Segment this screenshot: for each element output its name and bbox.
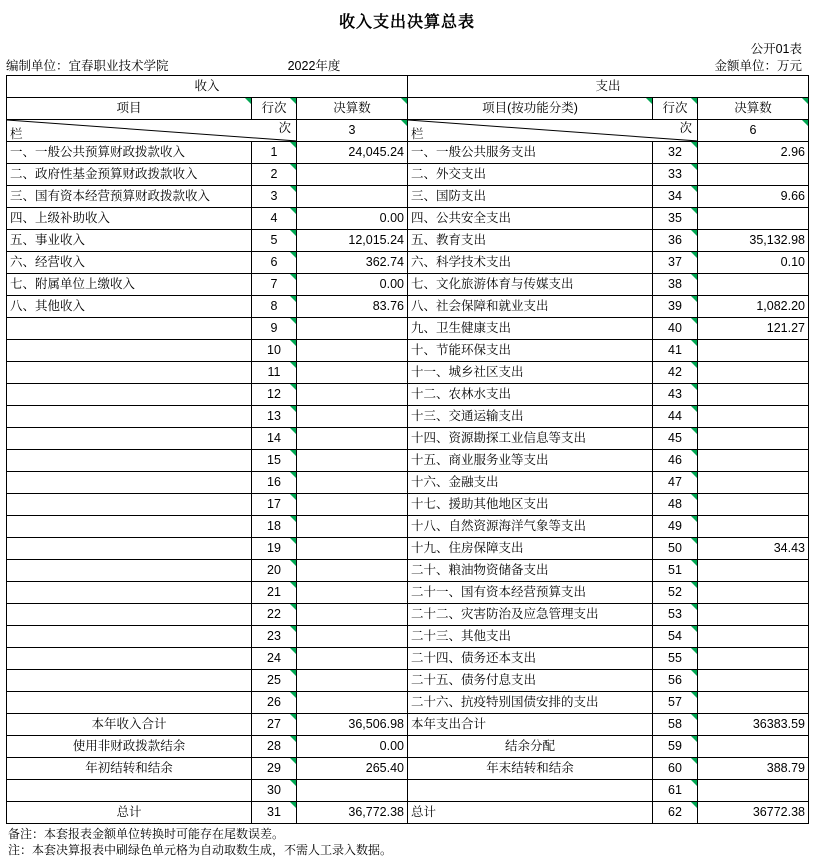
expense-item-cell: 二十二、灾害防治及应急管理支出 bbox=[408, 604, 653, 626]
expense-amount-cell bbox=[698, 428, 809, 450]
expense-amount-cell: 36772.38 bbox=[698, 802, 809, 824]
income-line-cell: 18 bbox=[252, 516, 297, 538]
income-amount-cell: 24,045.24 bbox=[297, 142, 408, 164]
income-line-cell: 21 bbox=[252, 582, 297, 604]
income-item-cell bbox=[7, 582, 252, 604]
col-expense-line: 行次 bbox=[653, 98, 698, 120]
expense-amount-cell: 35,132.98 bbox=[698, 230, 809, 252]
expense-item-cell: 九、卫生健康支出 bbox=[408, 318, 653, 340]
expense-item-cell: 七、文化旅游体育与传媒支出 bbox=[408, 274, 653, 296]
income-line-cell: 16 bbox=[252, 472, 297, 494]
expense-corner-cell bbox=[408, 120, 698, 142]
income-item-cell bbox=[7, 692, 252, 714]
page-title: 收入支出决算总表 bbox=[338, 14, 475, 31]
expense-line-cell: 58 bbox=[653, 714, 698, 736]
income-line-cell: 26 bbox=[252, 692, 297, 714]
income-amount-cell bbox=[297, 626, 408, 648]
diagonal-line-icon bbox=[408, 120, 697, 141]
income-amount-cell: 83.76 bbox=[297, 296, 408, 318]
corner-left-label: 栏 bbox=[10, 127, 23, 141]
expense-amount-cell bbox=[698, 648, 809, 670]
income-item-cell bbox=[7, 450, 252, 472]
income-line-cell: 2 bbox=[252, 164, 297, 186]
expense-line-cell: 54 bbox=[653, 626, 698, 648]
income-line-cell: 10 bbox=[252, 340, 297, 362]
expense-amount-cell bbox=[698, 516, 809, 538]
expense-line-cell: 57 bbox=[653, 692, 698, 714]
income-amount-cell bbox=[297, 516, 408, 538]
income-amount-cell bbox=[297, 186, 408, 208]
table-row bbox=[7, 384, 809, 406]
income-item-cell bbox=[7, 538, 252, 560]
group-header-income: 收入 bbox=[7, 76, 408, 98]
income-line-cell: 13 bbox=[252, 406, 297, 428]
expense-amount-cell bbox=[698, 604, 809, 626]
income-line-cell: 24 bbox=[252, 648, 297, 670]
table-row bbox=[7, 340, 809, 362]
expense-item-cell: 结余分配 bbox=[408, 736, 653, 758]
meta-row bbox=[6, 57, 808, 75]
expense-item-cell: 二十三、其他支出 bbox=[408, 626, 653, 648]
table-row bbox=[7, 472, 809, 494]
income-amount-cell: 0.00 bbox=[297, 736, 408, 758]
group-header-expense: 支出 bbox=[408, 76, 809, 98]
income-amount-cell: 0.00 bbox=[297, 208, 408, 230]
income-amount-cell: 265.40 bbox=[297, 758, 408, 780]
income-line-cell: 15 bbox=[252, 450, 297, 472]
col-expense-item: 项目(按功能分类) bbox=[408, 98, 653, 120]
income-item-cell: 本年收入合计 bbox=[7, 714, 252, 736]
group-header-row bbox=[7, 76, 809, 98]
expense-line-cell: 50 bbox=[653, 538, 698, 560]
income-amount-cell bbox=[297, 450, 408, 472]
expense-line-cell: 61 bbox=[653, 780, 698, 802]
income-line-cell: 25 bbox=[252, 670, 297, 692]
expense-item-cell: 二十一、国有资本经营预算支出 bbox=[408, 582, 653, 604]
table-row bbox=[7, 604, 809, 626]
col-income-amount: 决算数 bbox=[297, 98, 408, 120]
income-item-cell: 五、事业收入 bbox=[7, 230, 252, 252]
expense-amount-cell bbox=[698, 208, 809, 230]
expense-amount-cell: 0.10 bbox=[698, 252, 809, 274]
column-header-row bbox=[7, 98, 809, 120]
expense-item-cell: 十七、援助其他地区支出 bbox=[408, 494, 653, 516]
expense-amount-cell bbox=[698, 450, 809, 472]
expense-line-cell: 46 bbox=[653, 450, 698, 472]
expense-line-cell: 52 bbox=[653, 582, 698, 604]
table-row bbox=[7, 648, 809, 670]
income-line-cell: 1 bbox=[252, 142, 297, 164]
expense-amount-cell: 34.43 bbox=[698, 538, 809, 560]
income-amount-cell bbox=[297, 318, 408, 340]
expense-amount-cell bbox=[698, 494, 809, 516]
table-row bbox=[7, 164, 809, 186]
income-line-cell: 11 bbox=[252, 362, 297, 384]
expense-amount-cell: 121.27 bbox=[698, 318, 809, 340]
income-item-cell bbox=[7, 648, 252, 670]
expense-amount-cell bbox=[698, 626, 809, 648]
table-row bbox=[7, 406, 809, 428]
income-amount-cell: 0.00 bbox=[297, 274, 408, 296]
expense-line-cell: 36 bbox=[653, 230, 698, 252]
income-item-cell bbox=[7, 472, 252, 494]
expense-col-number: 6 bbox=[698, 120, 809, 142]
expense-item-cell: 十、节能环保支出 bbox=[408, 340, 653, 362]
income-line-cell: 5 bbox=[252, 230, 297, 252]
table-row bbox=[7, 714, 809, 736]
income-amount-cell: 36,506.98 bbox=[297, 714, 408, 736]
income-line-cell: 4 bbox=[252, 208, 297, 230]
expense-amount-cell bbox=[698, 670, 809, 692]
income-line-cell: 9 bbox=[252, 318, 297, 340]
income-item-cell bbox=[7, 560, 252, 582]
income-amount-cell bbox=[297, 780, 408, 802]
table-row bbox=[7, 208, 809, 230]
table-row bbox=[7, 494, 809, 516]
expense-amount-cell: 1,082.20 bbox=[698, 296, 809, 318]
table-body bbox=[7, 142, 809, 824]
income-item-cell: 使用非财政拨款结余 bbox=[7, 736, 252, 758]
expense-item-cell: 二十四、债务还本支出 bbox=[408, 648, 653, 670]
income-col-number: 3 bbox=[297, 120, 408, 142]
expense-line-cell: 48 bbox=[653, 494, 698, 516]
income-amount-cell bbox=[297, 384, 408, 406]
expense-item-cell: 二十五、债务付息支出 bbox=[408, 670, 653, 692]
table-row bbox=[7, 230, 809, 252]
expense-amount-cell bbox=[698, 736, 809, 758]
income-line-cell: 30 bbox=[252, 780, 297, 802]
expense-line-cell: 44 bbox=[653, 406, 698, 428]
income-amount-cell: 12,015.24 bbox=[297, 230, 408, 252]
expense-line-cell: 40 bbox=[653, 318, 698, 340]
income-item-cell bbox=[7, 626, 252, 648]
income-amount-cell: 362.74 bbox=[297, 252, 408, 274]
expense-amount-cell: 388.79 bbox=[698, 758, 809, 780]
income-amount-cell bbox=[297, 164, 408, 186]
income-line-cell: 6 bbox=[252, 252, 297, 274]
income-line-cell: 14 bbox=[252, 428, 297, 450]
income-amount-cell bbox=[297, 494, 408, 516]
expense-line-cell: 34 bbox=[653, 186, 698, 208]
table-row bbox=[7, 538, 809, 560]
income-line-cell: 3 bbox=[252, 186, 297, 208]
income-item-cell: 八、其他收入 bbox=[7, 296, 252, 318]
income-amount-cell: 36,772.38 bbox=[297, 802, 408, 824]
corner-header-row bbox=[7, 120, 809, 142]
income-item-cell bbox=[7, 428, 252, 450]
expense-line-cell: 41 bbox=[653, 340, 698, 362]
col-income-line: 行次 bbox=[252, 98, 297, 120]
expense-item-cell: 十九、住房保障支出 bbox=[408, 538, 653, 560]
expense-amount-cell bbox=[698, 274, 809, 296]
expense-amount-cell bbox=[698, 692, 809, 714]
expense-line-cell: 42 bbox=[653, 362, 698, 384]
expense-line-cell: 35 bbox=[653, 208, 698, 230]
table-row bbox=[7, 802, 809, 824]
expense-item-cell: 二十六、抗疫特别国债安排的支出 bbox=[408, 692, 653, 714]
income-line-cell: 31 bbox=[252, 802, 297, 824]
expense-line-cell: 37 bbox=[653, 252, 698, 274]
budget-table bbox=[6, 75, 809, 824]
expense-amount-cell bbox=[698, 384, 809, 406]
table-row bbox=[7, 758, 809, 780]
table-row bbox=[7, 516, 809, 538]
col-expense-amount: 决算数 bbox=[698, 98, 809, 120]
income-item-cell: 四、上级补助收入 bbox=[7, 208, 252, 230]
income-amount-cell bbox=[297, 648, 408, 670]
table-row bbox=[7, 626, 809, 648]
expense-item-cell: 二、外交支出 bbox=[408, 164, 653, 186]
table-row bbox=[7, 736, 809, 758]
expense-line-cell: 51 bbox=[653, 560, 698, 582]
expense-item-cell: 年末结转和结余 bbox=[408, 758, 653, 780]
table-row bbox=[7, 692, 809, 714]
expense-amount-cell bbox=[698, 560, 809, 582]
expense-amount-cell bbox=[698, 472, 809, 494]
expense-amount-cell bbox=[698, 340, 809, 362]
expense-item-cell: 十三、交通运输支出 bbox=[408, 406, 653, 428]
income-item-cell: 六、经营收入 bbox=[7, 252, 252, 274]
table-row bbox=[7, 296, 809, 318]
income-amount-cell bbox=[297, 538, 408, 560]
income-line-cell: 17 bbox=[252, 494, 297, 516]
income-line-cell: 23 bbox=[252, 626, 297, 648]
income-item-cell: 总计 bbox=[7, 802, 252, 824]
expense-item-cell: 五、教育支出 bbox=[408, 230, 653, 252]
expense-line-cell: 47 bbox=[653, 472, 698, 494]
income-amount-cell bbox=[297, 670, 408, 692]
note-1: 备注：本套报表金额单位转换时可能存在尾数误差。 bbox=[8, 827, 285, 841]
form-code-line bbox=[6, 41, 808, 57]
expense-line-cell: 45 bbox=[653, 428, 698, 450]
table-row bbox=[7, 318, 809, 340]
expense-item-cell: 四、公共安全支出 bbox=[408, 208, 653, 230]
income-line-cell: 29 bbox=[252, 758, 297, 780]
expense-amount-cell bbox=[698, 582, 809, 604]
diagonal-line-icon bbox=[7, 120, 296, 141]
income-line-cell: 19 bbox=[252, 538, 297, 560]
expense-line-cell: 56 bbox=[653, 670, 698, 692]
expense-amount-cell: 36383.59 bbox=[698, 714, 809, 736]
table-row bbox=[7, 428, 809, 450]
income-item-cell bbox=[7, 516, 252, 538]
income-amount-cell bbox=[297, 472, 408, 494]
expense-item-cell: 本年支出合计 bbox=[408, 714, 653, 736]
income-item-cell bbox=[7, 384, 252, 406]
expense-item-cell: 总计 bbox=[408, 802, 653, 824]
corner-right-label: 次 bbox=[278, 121, 291, 135]
expense-item-cell: 二十、粮油物资储备支出 bbox=[408, 560, 653, 582]
income-item-cell bbox=[7, 362, 252, 384]
income-corner-cell bbox=[7, 120, 297, 142]
note-2: 注：本套决算报表中刷绿色单元格为自动取数生成，不需人工录入数据。 bbox=[8, 843, 393, 857]
expense-item-cell: 六、科学技术支出 bbox=[408, 252, 653, 274]
expense-line-cell: 32 bbox=[653, 142, 698, 164]
expense-item-cell: 十六、金融支出 bbox=[408, 472, 653, 494]
income-item-cell: 年初结转和结余 bbox=[7, 758, 252, 780]
expense-line-cell: 55 bbox=[653, 648, 698, 670]
income-line-cell: 12 bbox=[252, 384, 297, 406]
expense-item-cell: 十八、自然资源海洋气象等支出 bbox=[408, 516, 653, 538]
income-item-cell bbox=[7, 406, 252, 428]
income-amount-cell bbox=[297, 560, 408, 582]
table-row bbox=[7, 142, 809, 164]
income-line-cell: 28 bbox=[252, 736, 297, 758]
table-row bbox=[7, 274, 809, 296]
income-item-cell bbox=[7, 318, 252, 340]
expense-line-cell: 38 bbox=[653, 274, 698, 296]
income-amount-cell bbox=[297, 362, 408, 384]
expense-amount-cell bbox=[698, 780, 809, 802]
table-row bbox=[7, 582, 809, 604]
expense-item-cell: 十四、资源勘探工业信息等支出 bbox=[408, 428, 653, 450]
table-row bbox=[7, 450, 809, 472]
expense-amount-cell: 9.66 bbox=[698, 186, 809, 208]
expense-line-cell: 43 bbox=[653, 384, 698, 406]
income-item-cell bbox=[7, 340, 252, 362]
table-row bbox=[7, 780, 809, 802]
income-item-cell: 二、政府性基金预算财政拨款收入 bbox=[7, 164, 252, 186]
expense-item-cell bbox=[408, 780, 653, 802]
income-item-cell bbox=[7, 604, 252, 626]
corner-left-label: 栏 bbox=[411, 127, 424, 141]
table-row bbox=[7, 252, 809, 274]
compiling-unit: 编制单位：宜春职业技术学院 bbox=[6, 59, 169, 73]
expense-item-cell: 一、一般公共服务支出 bbox=[408, 142, 653, 164]
income-line-cell: 7 bbox=[252, 274, 297, 296]
income-amount-cell bbox=[297, 692, 408, 714]
expense-line-cell: 53 bbox=[653, 604, 698, 626]
table-row bbox=[7, 362, 809, 384]
table-row bbox=[7, 186, 809, 208]
income-line-cell: 22 bbox=[252, 604, 297, 626]
income-item-cell: 一、一般公共预算财政拨款收入 bbox=[7, 142, 252, 164]
expense-item-cell: 十一、城乡社区支出 bbox=[408, 362, 653, 384]
expense-amount-cell bbox=[698, 362, 809, 384]
income-amount-cell bbox=[297, 604, 408, 626]
income-item-cell bbox=[7, 780, 252, 802]
expense-line-cell: 60 bbox=[653, 758, 698, 780]
expense-amount-cell bbox=[698, 164, 809, 186]
expense-line-cell: 62 bbox=[653, 802, 698, 824]
expense-amount-cell: 2.96 bbox=[698, 142, 809, 164]
expense-item-cell: 三、国防支出 bbox=[408, 186, 653, 208]
expense-line-cell: 39 bbox=[653, 296, 698, 318]
income-item-cell: 三、国有资本经营预算财政拨款收入 bbox=[7, 186, 252, 208]
income-line-cell: 20 bbox=[252, 560, 297, 582]
expense-item-cell: 十五、商业服务业等支出 bbox=[408, 450, 653, 472]
col-income-item: 项目 bbox=[7, 98, 252, 120]
income-amount-cell bbox=[297, 582, 408, 604]
expense-item-cell: 八、社会保障和就业支出 bbox=[408, 296, 653, 318]
income-item-cell bbox=[7, 670, 252, 692]
table-row bbox=[7, 560, 809, 582]
income-line-cell: 27 bbox=[252, 714, 297, 736]
income-amount-cell bbox=[297, 340, 408, 362]
fiscal-year: 2022年度 bbox=[287, 59, 341, 73]
income-item-cell: 七、附属单位上缴收入 bbox=[7, 274, 252, 296]
amount-unit: 金额单位：万元 bbox=[714, 59, 802, 73]
expense-line-cell: 49 bbox=[653, 516, 698, 538]
expense-amount-cell bbox=[698, 406, 809, 428]
income-item-cell bbox=[7, 494, 252, 516]
expense-item-cell: 十二、农林水支出 bbox=[408, 384, 653, 406]
notes-block bbox=[6, 824, 808, 858]
income-line-cell: 8 bbox=[252, 296, 297, 318]
table-row bbox=[7, 670, 809, 692]
corner-right-label: 次 bbox=[679, 121, 692, 135]
expense-line-cell: 59 bbox=[653, 736, 698, 758]
expense-line-cell: 33 bbox=[653, 164, 698, 186]
income-amount-cell bbox=[297, 428, 408, 450]
form-code: 公开01表 bbox=[750, 42, 802, 56]
income-amount-cell bbox=[297, 406, 408, 428]
